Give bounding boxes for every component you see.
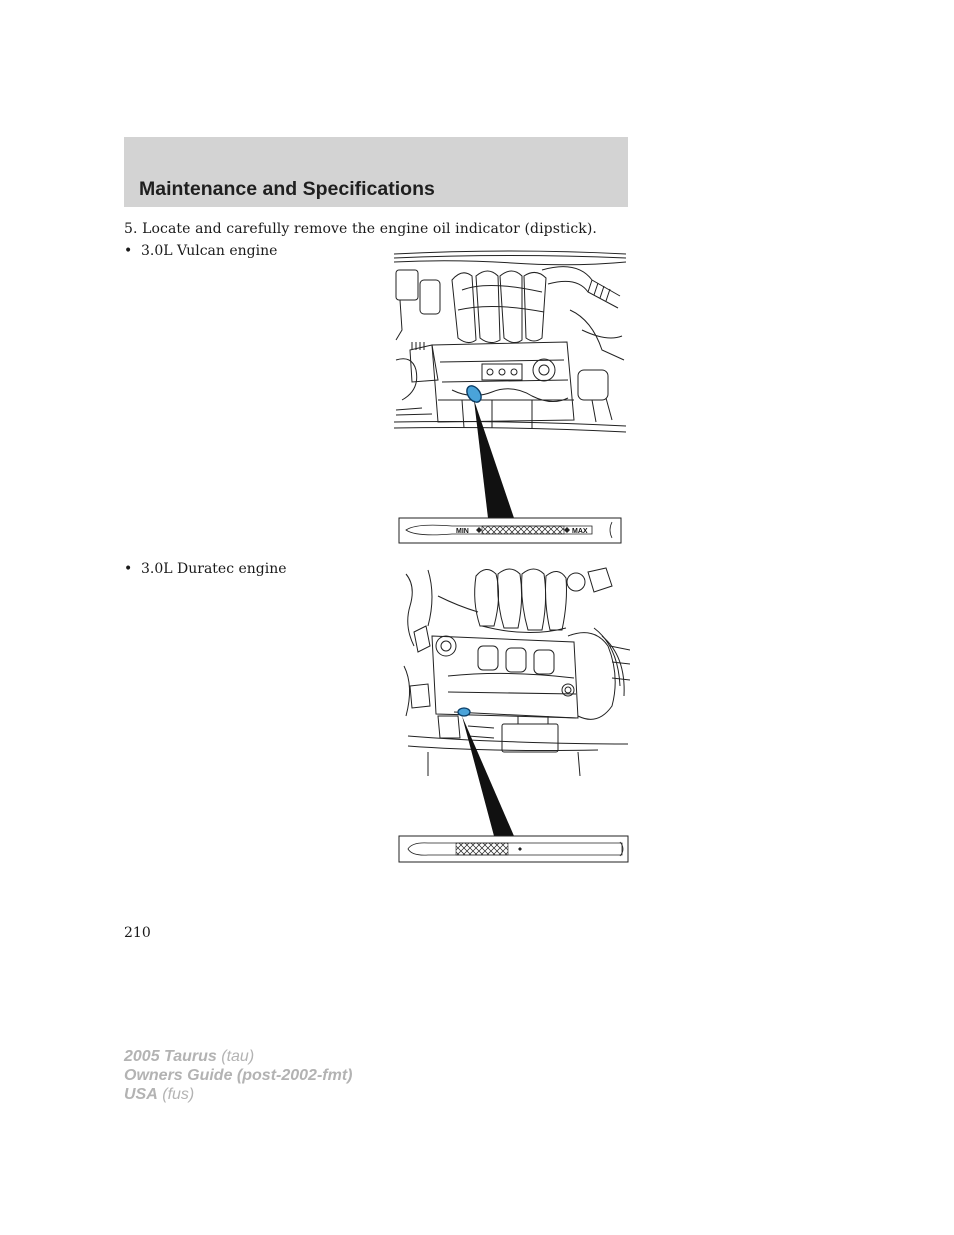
bullet-label-vulcan: 3.0L Vulcan engine: [141, 243, 278, 259]
step-instruction: 5. Locate and carefully remove the engine oil indicator (dipstick).: [124, 221, 597, 237]
bullet-duratec: [124, 561, 287, 577]
bullet-marker: •: [124, 243, 133, 259]
dipstick-min-label: MIN: [456, 528, 469, 535]
footer-guide: Owners Guide (post-2002-fmt): [124, 1067, 353, 1084]
page-number: 210: [124, 925, 151, 941]
dipstick-max-label: MAX: [572, 528, 588, 535]
footer-line-model: [124, 1047, 352, 1066]
duratec-engine-illustration: [398, 566, 630, 864]
bullet-vulcan: [124, 243, 277, 259]
bullet-label-duratec: 3.0L Duratec engine: [141, 561, 287, 577]
document-footer: [124, 1047, 352, 1104]
footer-model: 2005 Taurus: [124, 1048, 217, 1065]
section-title: Maintenance and Specifications: [139, 178, 435, 200]
footer-line-guide: [124, 1066, 352, 1085]
footer-region: USA: [124, 1086, 158, 1103]
footer-line-region: [124, 1085, 352, 1104]
bullet-marker: •: [124, 561, 133, 577]
section-header: [124, 137, 628, 207]
vulcan-engine-illustration: [392, 250, 628, 546]
footer-model-code: (tau): [221, 1048, 255, 1065]
footer-region-code: (fus): [162, 1086, 195, 1103]
